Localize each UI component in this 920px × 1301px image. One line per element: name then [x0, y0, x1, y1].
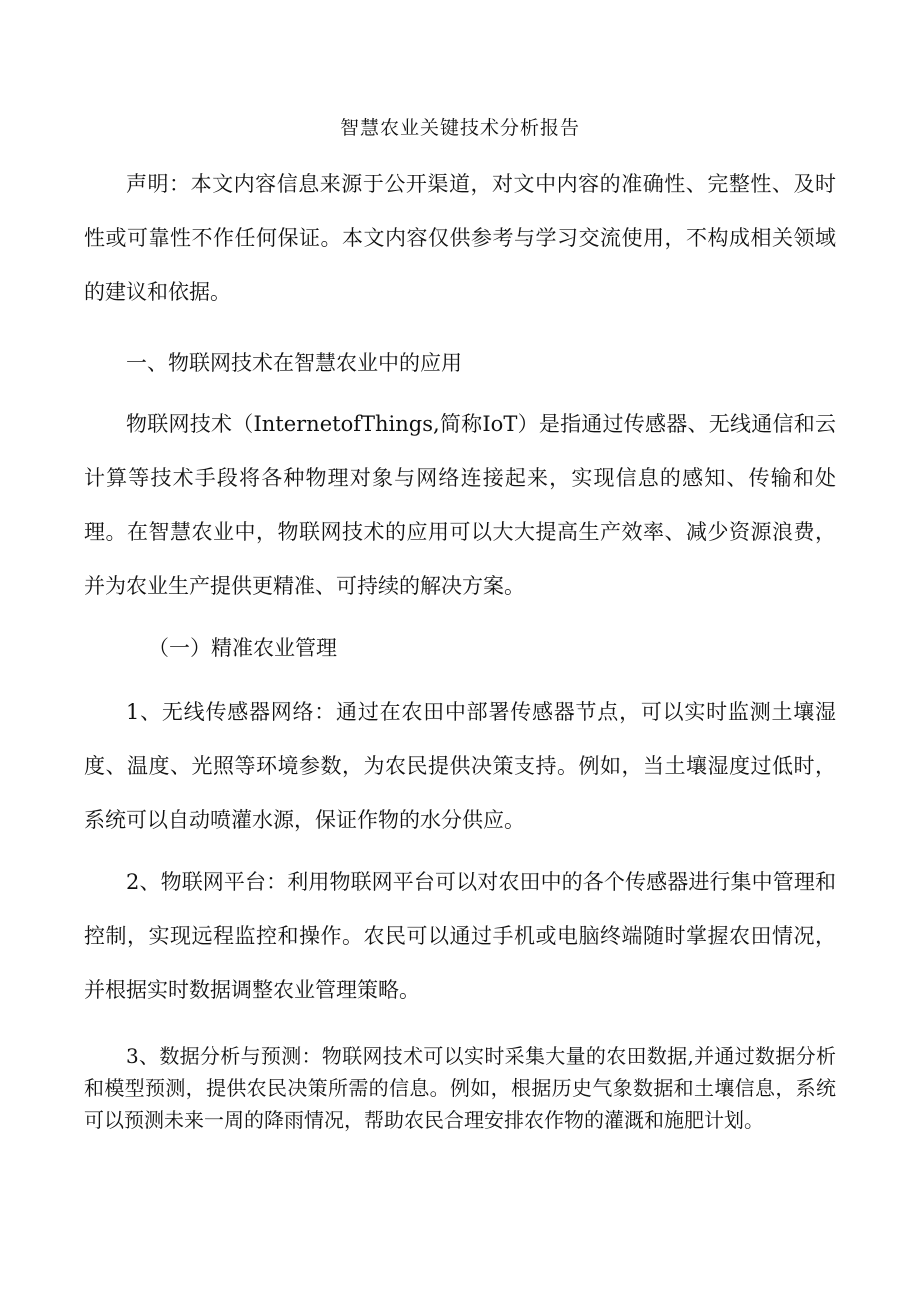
section-heading-iot: 一、物联网技术在智慧农业中的应用: [126, 351, 462, 375]
disclaimer-paragraph: 声明：本文内容信息来源于公开渠道，对文中内容的准确性、完整性、及时性或可靠性不作任何保证。本文内容仅供参考与学习交流使用，不构成相关领域的建议和依据。: [84, 172, 836, 304]
iot-intro-paragraph: 物联网技术（InternetofThings,简称IoT）是指通过传感器、无线通信和云计算等技术手段将各种物理对象与网络连接起来，实现信息的感知、传输和处理。在智慧农业中，物联网技术的应用可以大大提高生产效率、减少资源浪费，并为农业生产提供更精准、可持续的解决方案。: [84, 412, 836, 598]
item-data-analysis: 3、数据分析与预测：物联网技术可以实时采集大量的农田数据,并通过数据分析和模型预测，提供农民决策所需的信息。例如，根据历史气象数据和土壤信息，系统可以预测未来一周的降雨情况，帮助农民合理安排农作物的灌溉和施肥计划。: [84, 1044, 836, 1132]
item-iot-platform: 2、物联网平台：利用物联网平台可以对农田中的各个传感器进行集中管理和控制，实现远程监控和操作。农民可以通过手机或电脑终端随时掌握农田情况，并根据实时数据调整农业管理策略。: [84, 870, 836, 1002]
document-title: 智慧农业关键技术分析报告: [339, 117, 580, 139]
item-wireless-sensor-network: 1、无线传感器网络：通过在农田中部署传感器节点，可以实时监测土壤湿度、温度、光照等环境参数，为农民提供决策支持。例如，当土壤湿度过低时，系统可以自动喷灌水源，保证作物的水分供应。: [84, 700, 836, 832]
subsection-heading-precision: （一）精准农业管理: [148, 636, 337, 660]
